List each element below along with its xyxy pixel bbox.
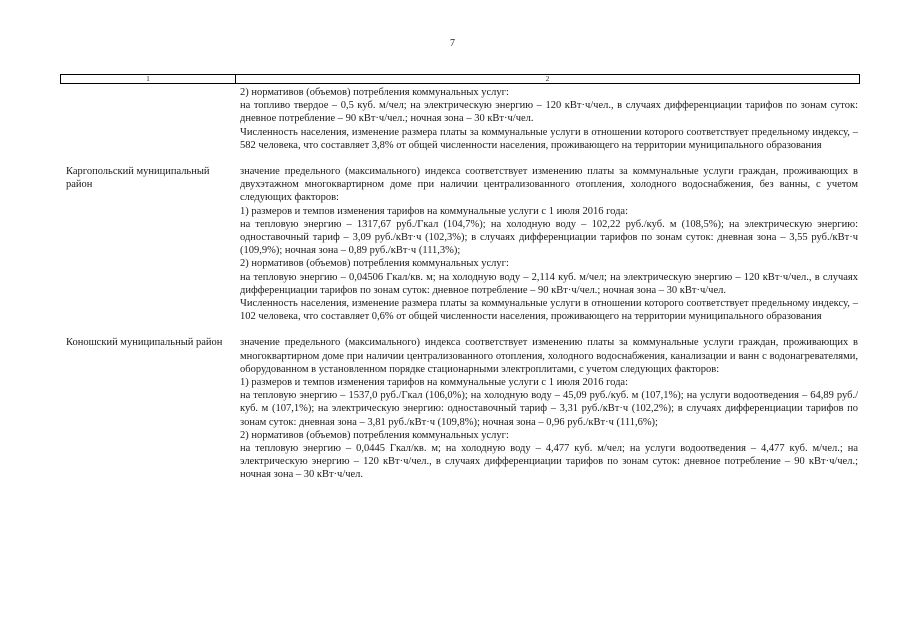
table-row xyxy=(60,336,860,481)
paragraph: Численность населения, изменение размера платы за коммунальные услуги в отношении которого соответствует предельному индексу, – 102 человека, что составляет 0,6% от общей численности населения, проживающего на территории муниципального образования xyxy=(240,298,858,323)
paragraph: значение предельного (максимального) индекса соответствует изменению платы за коммунальные услуги граждан, проживающих в многоквартирном доме при наличии централизованного отопления, холодного водоснабжения, канализации и ванн с водонагревателями, оборудованном в установленном порядке стационарными электроплитами, с учетом следующих факторов: xyxy=(240,337,858,375)
table-row xyxy=(60,86,860,152)
paragraph: на тепловую энергию – 0,0445 Гкал/кв. м; на холодную воду – 4,477 куб. м/чел; на услуги водоотведения – 4,477 куб. м/чел.; на электрическую энергию – 120 кВт·ч/чел., в случаях дифференциации тарифов по зонам суток: дневное потребление – 90 кВт·ч/чел.; ночная зона – 30 кВт·ч/чел. xyxy=(240,443,858,481)
paragraph: 1) размеров и темпов изменения тарифов на коммунальные услуги с 1 июля 2016 года: xyxy=(240,377,629,389)
district-name xyxy=(60,86,234,152)
paragraph: Численность населения, изменение размера платы за коммунальные услуги в отношении которого соответствует предельному индексу, – 582 человека, что составляет 3,8% от общей численности населения, проживающего на территории муниципального образования xyxy=(240,126,858,151)
district-description xyxy=(234,165,860,323)
paragraph: 2) нормативов (объемов) потребления коммунальных услуг: xyxy=(240,429,509,441)
table-row xyxy=(60,165,860,323)
district-name: Каргопольский муниципальный район xyxy=(66,166,210,191)
paragraph: на тепловую энергию – 1317,67 руб./Гкал (104,7%); на холодную воду – 102,22 руб./куб. м (108,5%); на электрическую энергию: одноставочный тариф – 3,09 руб./кВт·ч (102,3%); в случаях дифференциации тарифов по зонам суток: дневная зона – 3,55 руб./кВт·ч (109,9%); ночная зона – 0,89 руб./кВт·ч (111,3%); xyxy=(240,218,858,257)
paragraph: на тепловую энергию – 1537,0 руб./Гкал (106,0%); на холодную воду – 45,09 руб./куб. м (107,1%); на услуги водоотведения – 64,89 руб./куб. м (107,1%); на электрическую энергию: одноставочный тариф – 3,31 руб./кВт·ч (102,2%); в случаях дифференциации тарифов по зонам суток: дневная зона – 3,81 руб./кВт·ч (109,8%); ночная зона – 0,96 руб./кВт·ч (111,6%); xyxy=(240,390,858,428)
page-number: 7 xyxy=(450,38,455,49)
paragraph: на тепловую энергию – 0,04506 Гкал/кв. м; на холодную воду – 2,114 куб. м/чел; на электрическую энергию – 120 кВт·ч/чел., в случаях дифференциации тарифов по зонам суток: дневное потребление – 90 кВт·ч/чел.; ночная зона – 30 кВт·ч/чел. xyxy=(240,271,858,296)
district-description xyxy=(234,336,860,481)
table-header-row xyxy=(60,74,860,84)
district-description xyxy=(234,86,860,152)
paragraph: 2) нормативов (объемов) потребления коммунальных услуг: xyxy=(240,258,509,270)
paragraph: на топливо твердое – 0,5 куб. м/чел; на электрическую энергию – 120 кВт·ч/чел., в случаях дифференциации тарифов по зонам суток: дневное потребление – 90 кВт·ч/чел.; ночная зона – 30 кВт·ч/чел. xyxy=(240,100,858,125)
district-name: Коношский муниципальный район xyxy=(66,337,223,349)
paragraph: 1) размеров и темпов изменения тарифов на коммунальные услуги с 1 июля 2016 года: xyxy=(240,205,629,217)
table-body xyxy=(60,86,860,482)
paragraph: 2) нормативов (объемов) потребления коммунальных услуг: xyxy=(240,87,509,98)
table-header-col-1: 1 xyxy=(61,75,236,83)
paragraph: значение предельного (максимального) индекса соответствует изменению платы за коммунальные услуги граждан, проживающих в двухэтажном многоквартирном доме при наличии централизованного отопления, холодного водоснабжения, без ванны, с учетом следующих факторов: xyxy=(240,166,858,204)
table-header-col-2: 2 xyxy=(545,75,550,83)
